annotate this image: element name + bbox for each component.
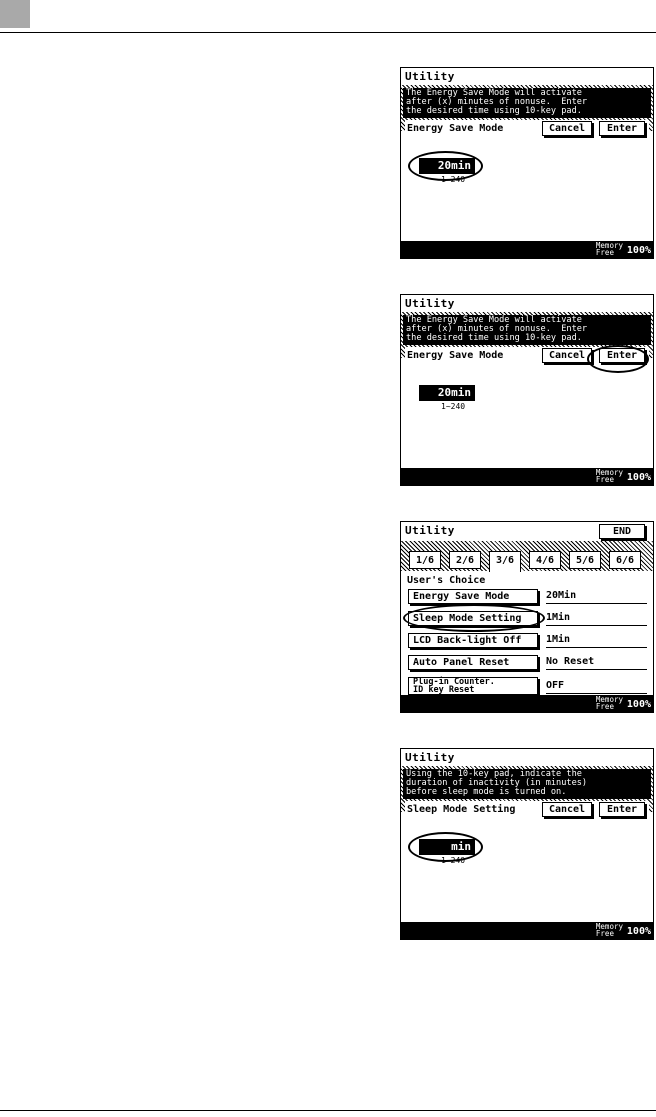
page-corner-tab	[0, 0, 30, 28]
tab-1[interactable]: 1/6	[409, 551, 441, 569]
screen-sleep-mode	[400, 748, 654, 940]
memory-free-value: 100%	[626, 245, 651, 256]
panel-title: Utility	[405, 751, 455, 764]
value-display: 20min	[419, 158, 475, 174]
enter-button[interactable]: Enter	[599, 121, 645, 136]
enter-button[interactable]: Enter	[599, 802, 645, 817]
status-bar	[401, 468, 653, 485]
memory-free-label: Memory Free	[595, 922, 623, 938]
enter-button[interactable]: Enter	[599, 348, 645, 363]
mode-label: Energy Save Mode	[407, 350, 504, 361]
memory-free-value: 100%	[626, 699, 651, 710]
screen-energy-save-1	[400, 67, 654, 259]
status-bar	[401, 922, 653, 939]
tab-2[interactable]: 2/6	[449, 551, 481, 569]
mode-row	[405, 120, 649, 138]
screen-user-choice	[400, 521, 654, 713]
tab-4[interactable]: 4/6	[529, 551, 561, 569]
cancel-button[interactable]: Cancel	[542, 348, 592, 363]
highlight-ellipse	[408, 832, 483, 862]
cancel-button[interactable]: Cancel	[542, 802, 592, 817]
value-range: 1~240	[441, 175, 466, 184]
lcd-backlight-off-button[interactable]: LCD Back-light Off	[408, 633, 538, 648]
cancel-button[interactable]: Cancel	[542, 121, 592, 136]
lcd-backlight-off-value: 1Min	[546, 632, 647, 648]
energy-save-mode-button[interactable]: Energy Save Mode	[408, 589, 538, 604]
memory-free-value: 100%	[626, 472, 651, 483]
end-button[interactable]: END	[599, 524, 645, 539]
section-label: User's Choice	[407, 575, 486, 586]
panel-title: Utility	[405, 297, 455, 310]
energy-save-mode-value: 20Min	[546, 588, 647, 604]
auto-panel-reset-value: No Reset	[546, 654, 647, 670]
plugin-counter-value: OFF	[546, 678, 647, 694]
status-bar	[401, 241, 653, 258]
header-rule	[0, 32, 656, 33]
highlight-ellipse	[403, 604, 545, 632]
screen-energy-save-2	[400, 294, 654, 486]
value-display: min	[419, 839, 475, 855]
value-range: 1~240	[441, 402, 466, 411]
memory-free-label: Memory Free	[595, 695, 623, 711]
footer-rule	[0, 1110, 656, 1111]
panel-title: Utility	[405, 70, 455, 83]
highlight-ellipse	[408, 151, 483, 181]
tab-6[interactable]: 6/6	[609, 551, 641, 569]
tab-5[interactable]: 5/6	[569, 551, 601, 569]
auto-panel-reset-button[interactable]: Auto Panel Reset	[408, 655, 538, 670]
value-range: 1~240	[441, 856, 466, 865]
value-display: 20min	[419, 385, 475, 401]
instruction-message: The Energy Save Mode will activate after (x) minutes of nonuse. Enter the desired time using 10-key pad.	[403, 88, 651, 118]
memory-free-label: Memory Free	[595, 241, 623, 257]
instruction-message: The Energy Save Mode will activate after (x) minutes of nonuse. Enter the desired time using 10-key pad.	[403, 315, 651, 345]
memory-free-label: Memory Free	[595, 468, 623, 484]
status-bar	[401, 695, 653, 712]
memory-free-value: 100%	[626, 926, 651, 937]
sleep-mode-setting-button[interactable]: Sleep Mode Setting	[408, 611, 538, 626]
instruction-message: Using the 10-key pad, indicate the duration of inactivity (in minutes) before sleep mode is turned on.	[403, 769, 651, 799]
panel-title: Utility	[405, 524, 455, 537]
sleep-mode-setting-value: 1Min	[546, 610, 647, 626]
mode-label: Sleep Mode Setting	[407, 804, 516, 815]
plugin-counter-button[interactable]: Plug-in Counter. ID key Reset	[408, 677, 538, 695]
highlight-ellipse	[587, 345, 649, 373]
tab-3-active[interactable]: 3/6	[489, 551, 521, 572]
mode-row	[405, 801, 649, 819]
mode-label: Energy Save Mode	[407, 123, 504, 134]
